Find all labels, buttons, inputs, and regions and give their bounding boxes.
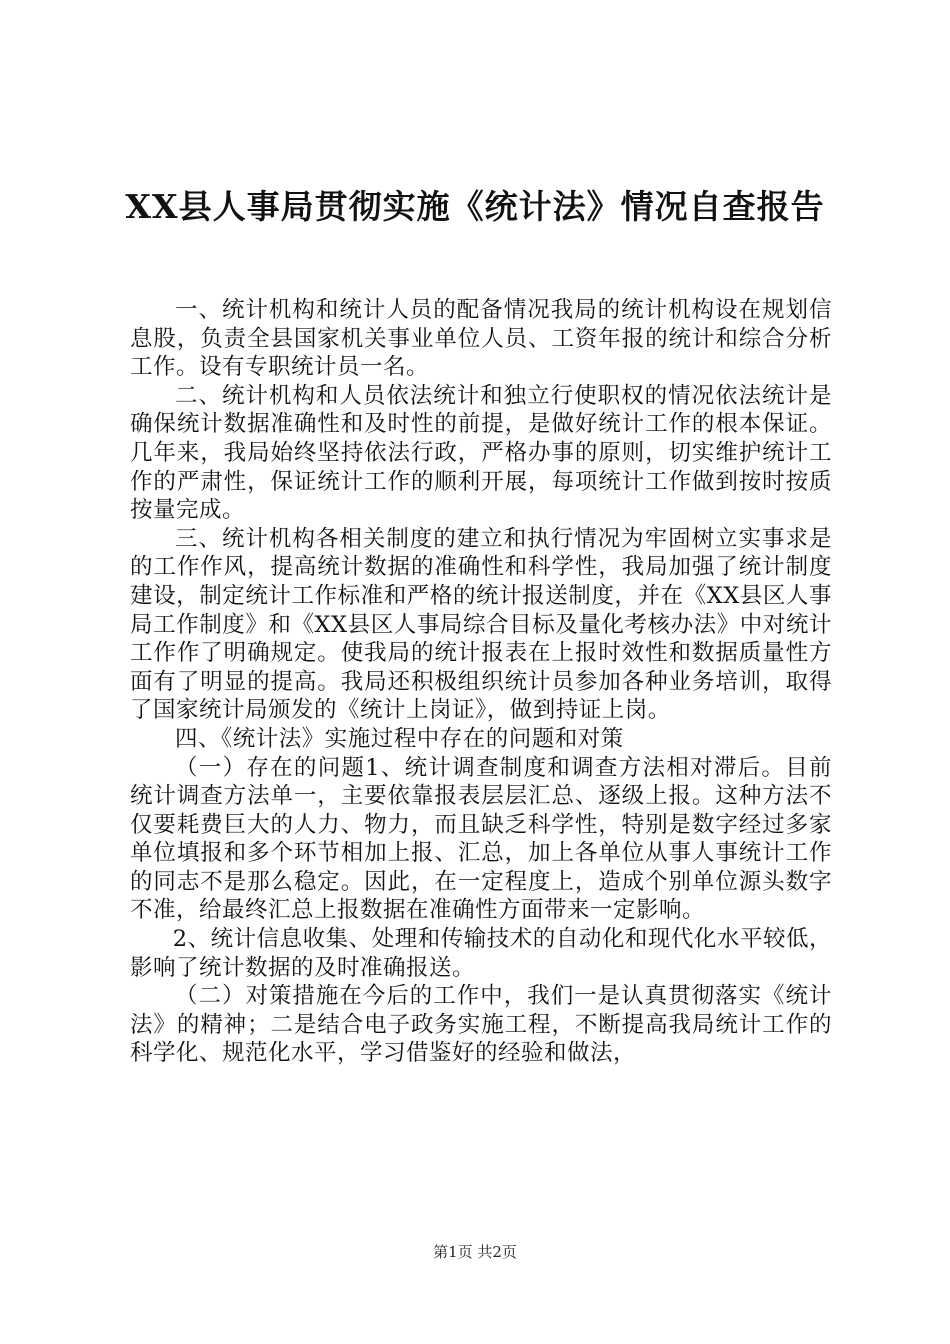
paragraph-countermeasures: （二）对策措施在今后的工作中，我们一是认真贯彻落实《统计法》的精神；二是结合电子政务实施工程，不断提高我局统计工作的科学化、规范化水平，学习借鉴好的经验和做法，	[130, 983, 832, 1067]
paragraph-system-building: 三、统计机构各相关制度的建立和执行情况为牢固树立实事求是的工作作风，提高统计数据的准确性和科学性，我局加强了统计制度建设，制定统计工作标准和严格的统计报送制度，并在《XX县区人事局工作制度》和《XX县区人事局综合目标及量化考核办法》中对统计工作作了明确规定。使我局的统计报表在上报时效性和数据质量性方面有了明显的提高。我局还积极组织统计员参加各种业务培训，取得了国家统计局颁发的《统计上岗证》，做到持证上岗。	[130, 525, 832, 724]
paragraph-section-four-heading: 四、《统计法》实施过程中存在的问题和对策	[175, 725, 624, 752]
paragraph-technology-level: 2、统计信息收集、处理和传输技术的自动化和现代化水平较低，影响了统计数据的及时准确报送。	[130, 926, 832, 981]
paragraph-lawful-statistics: 二、统计机构和人员依法统计和独立行使职权的情况依法统计是确保统计数据准确性和及时性的前提，是做好统计工作的根本保证。几年来，我局始终坚持依法行政，严格办事的原则，切实维护统计工作的严肃性，保证统计工作的顺利开展，每项统计工作做到按时按质按量完成。	[130, 382, 832, 524]
paragraph-staffing: 一、统计机构和统计人员的配备情况我局的统计机构设在规划信息股，负责全县国家机关事业单位人员、工资年报的统计和综合分析工作。设有专职统计员一名。	[130, 297, 832, 381]
document-title: XX县人事局贯彻实施《统计法》情况自查报告	[125, 187, 825, 226]
document-body	[130, 296, 832, 1068]
paragraph-existing-problems: （一）存在的问题1、统计调查制度和调查方法相对滞后。目前统计调查方法单一，主要依靠报表层层汇总、逐级上报。这种方法不仅要耗费巨大的人力、物力，而且缺乏科学性，特别是数字经过多家单位填报和多个环节相加上报、汇总，加上各单位从事人事统计工作的同志不是那么稳定。因此，在一定程度上，造成个别单位源头数字不准，给最终汇总上报数据在准确性方面带来一定影响。	[130, 754, 832, 924]
page-number-footer: 第1页 共2页	[433, 1243, 517, 1261]
